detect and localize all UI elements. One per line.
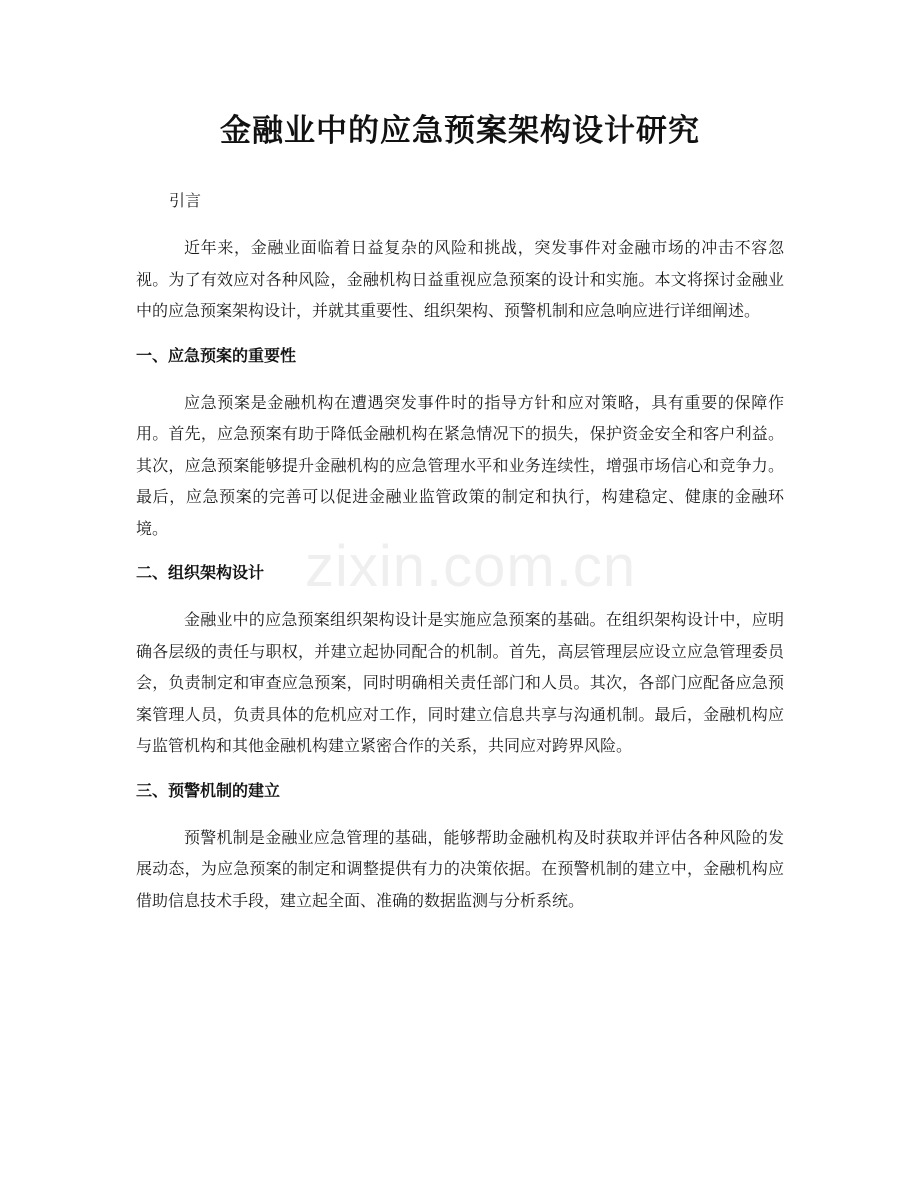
section-heading-importance: 一、应急预案的重要性	[136, 345, 297, 365]
section-paragraph-organization: 金融业中的应急预案组织架构设计是实施应急预案的基础。在组织架构设计中，应明确各层级的责任与职权，并建立起协同配合的机制。首先，高层管理层应设立应急管理委员会，负责制定和审查应急预案，同时明确相关责任部门和人员。其次，各部门应配备应急预案管理人员，负责具体的危机应对工作，同时建立信息共享与沟通机制。最后，金融机构应与监管机构和其他金融机构建立紧密合作的关系，共同应对跨界风险。	[136, 610, 784, 755]
section-heading-organization: 二、组织架构设计	[136, 563, 265, 582]
document-body	[136, 232, 784, 916]
watermark: zixin.com.cn	[305, 534, 637, 599]
section-paragraph-early-warning: 预警机制是金融业应急管理的基础，能够帮助金融机构及时获取并评估各种风险的发展动态，为应急预案的制定和调整提供有力的决策依据。在预警机制的建立中，金融机构应借助信息技术手段，建立起全面、准确的数据监测与分析系统。	[136, 827, 784, 910]
intro-paragraph: 近年来，金融业面临着日益复杂的风险和挑战，突发事件对金融市场的冲击不容忽视。为了有效应对各种风险，金融机构日益重视应急预案的设计和实施。本文将探讨金融业中的应急预案架构设计，并就其重要性、组织架构、预警机制和应急响应进行详细阐述。	[136, 238, 784, 320]
document-title: 金融业中的应急预案架构设计研究	[220, 113, 700, 149]
section-paragraph-importance: 应急预案是金融机构在遭遇突发事件时的指导方针和应对策略，具有重要的保障作用。首先，应急预案有助于降低金融机构在紧急情况下的损失，保护资金安全和客户利益。其次，应急预案能够提升金融机构的应急管理水平和业务连续性，增强市场信心和竞争力。最后，应急预案的完善可以促进金融业监管政策的制定和执行，构建稳定、健康的金融环境。	[136, 392, 784, 538]
intro-label: 引言	[169, 191, 202, 210]
section-heading-early-warning: 三、预警机制的建立	[136, 780, 281, 800]
